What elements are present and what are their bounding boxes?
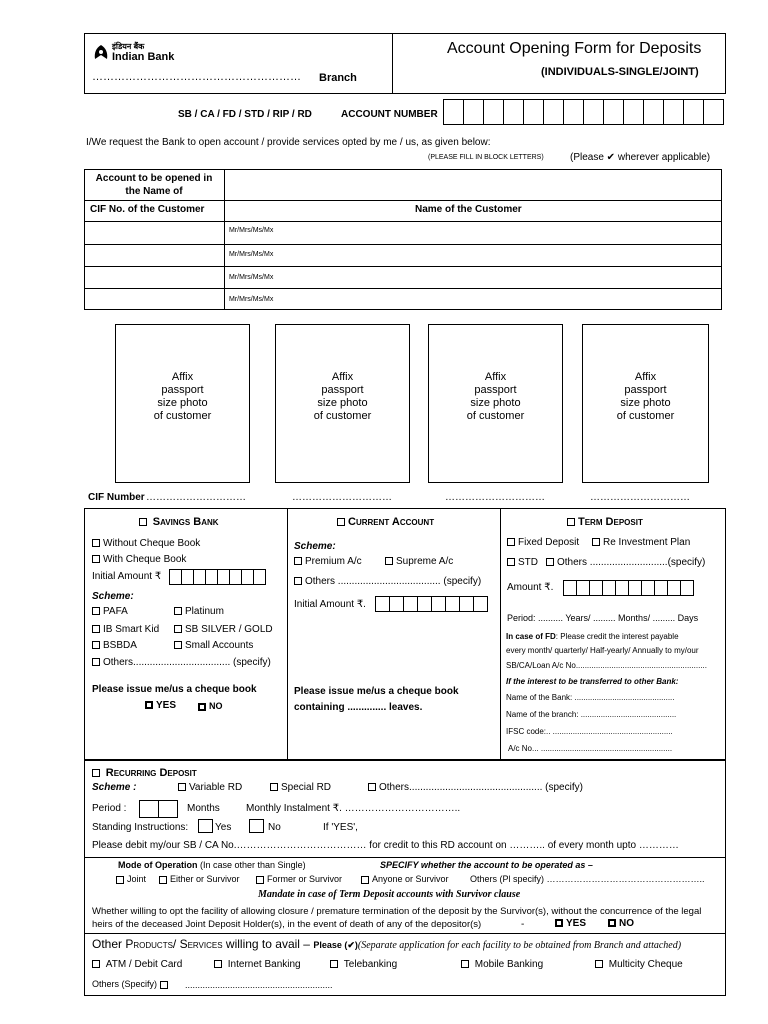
checkbox-icon[interactable]: [337, 518, 345, 526]
photo-line: passport: [321, 384, 364, 396]
savings-scheme-4: [174, 624, 273, 635]
cif-number-field-3[interactable]: …………………………: [445, 492, 545, 503]
salutation-2[interactable]: Mr/Mrs/Ms/Mx: [229, 251, 274, 258]
mandate-title: Mandate in case of Term Deposit accounts with Survivor clause: [258, 889, 521, 900]
term-transfer-heading: If the interest to be transferred to other Bank:: [506, 677, 679, 686]
term-ifsc-field[interactable]: IFSC code:.. ......................................................: [506, 727, 673, 736]
photo-line: Affix: [171, 371, 194, 383]
photo-line: of customer: [313, 410, 372, 422]
term-opt-1-label: Fixed Deposit: [518, 537, 580, 548]
salutation-3[interactable]: Mr/Mrs/Ms/Mx: [229, 274, 274, 281]
current-opt-1: [294, 556, 362, 567]
savings-scheme-5: [92, 640, 137, 651]
term-amount-boxes[interactable]: [564, 580, 694, 596]
term-opt-4-label: Others ............................(specify): [557, 557, 706, 568]
checkbox-icon[interactable]: [145, 701, 153, 709]
checkbox-icon[interactable]: [92, 555, 100, 563]
mandate-no: [608, 918, 634, 929]
current-opt-1-label: Premium A/c: [305, 556, 362, 567]
photo-line: size photo: [620, 397, 671, 409]
cif-number-field-4[interactable]: …………………………: [590, 492, 690, 503]
term-opt-2: [592, 537, 690, 548]
current-opt-2: [385, 556, 453, 567]
section-divider: [500, 508, 501, 760]
term-fd-text: : Please credit the interest payable: [555, 632, 679, 641]
cif-header: CIF No. of the Customer: [90, 204, 205, 215]
bank-name: Indian Bank: [112, 51, 175, 63]
term-period: Period: .......... Years/ ......... Months/ ......... Days: [507, 613, 699, 623]
standing-no-checkbox[interactable]: [249, 819, 264, 833]
savings-scheme-2-label: Platinum: [185, 606, 224, 617]
salutation-4[interactable]: Mr/Mrs/Ms/Mx: [229, 296, 274, 303]
checkbox-icon[interactable]: [92, 625, 100, 633]
recurring-monthly: Monthly Instalment ₹. ……………………………..: [246, 803, 461, 814]
checkbox-icon[interactable]: [507, 538, 515, 546]
current-cheque-question: Please issue me/us a cheque book: [294, 686, 459, 697]
product-others-label: Others (Specify): [92, 979, 158, 989]
current-opt-3-label: Others ..................................... (specify): [305, 576, 482, 587]
current-opt-3: [294, 576, 481, 587]
product-mobile: [461, 959, 543, 970]
checkbox-icon[interactable]: [555, 919, 563, 927]
checkbox-icon[interactable]: [330, 960, 338, 968]
cif-number-field-2[interactable]: …………………………: [292, 492, 392, 503]
checkbox-icon[interactable]: [116, 876, 124, 884]
name-header: Name of the Customer: [415, 204, 522, 215]
recurring-period-label: Period :: [92, 803, 127, 814]
fill-note-small: (PLEASE FILL IN BLOCK LETTERS): [428, 154, 544, 161]
photo-box-1[interactable]: [115, 324, 250, 483]
checkbox-icon[interactable]: [385, 557, 393, 565]
recurring-months: Months: [187, 803, 220, 814]
savings-scheme-7: [92, 657, 271, 668]
savings-scheme-6-label: Small Accounts: [185, 640, 254, 651]
products-title-bold: Products/ Services: [125, 937, 223, 951]
checkbox-icon[interactable]: [256, 876, 264, 884]
savings-scheme-5-label: BSBDA: [103, 640, 137, 651]
checkbox-icon[interactable]: [92, 539, 100, 547]
photo-line: size photo: [470, 397, 521, 409]
checkbox-icon[interactable]: [178, 783, 186, 791]
term-opt-3: [507, 557, 538, 568]
products-title-post: willing to avail –: [225, 937, 310, 951]
savings-opt-2: [92, 554, 186, 565]
operation-opt-3-label: Former or Survivor: [267, 874, 343, 884]
savings-scheme-6: [174, 640, 253, 651]
savings-title-text: Savings Bank: [152, 516, 219, 528]
savings-opt-1-label: Without Cheque Book: [103, 538, 201, 549]
photo-line: size photo: [157, 397, 208, 409]
recurring-opt-2-label: Special RD: [281, 782, 332, 793]
product-telebanking-label: Telebanking: [343, 959, 398, 970]
bank-name-hindi: इंडियन बैंक: [112, 42, 145, 51]
product-internet-label: Internet Banking: [227, 959, 301, 970]
mandate-text-2: heirs of the deceased Joint Deposit Holder(s), in the event of death of any of the depositor(s): [92, 919, 482, 930]
photo-line: size photo: [317, 397, 368, 409]
products-note: (Separate application for each facility to be obtained from Branch and attached): [357, 940, 682, 951]
operation-opt-5[interactable]: Others (Pl specify) ……………………………………………..: [470, 874, 705, 884]
operation-opt-2: [159, 874, 240, 884]
checkbox-icon[interactable]: [368, 783, 376, 791]
form-title: Account Opening Form for Deposits: [447, 40, 702, 57]
recurring-standing: Standing Instructions:: [92, 822, 189, 833]
products-title-pre: Other: [92, 937, 123, 951]
savings-amount-boxes[interactable]: [170, 569, 266, 585]
savings-cheque-yes: [145, 700, 176, 711]
recurring-title-text: Recurring Deposit: [105, 767, 197, 779]
recurring-yes: Yes: [215, 822, 232, 833]
checkbox-icon[interactable]: [507, 558, 515, 566]
checkbox-icon[interactable]: [214, 960, 222, 968]
section-divider: [287, 508, 288, 760]
recurring-period-boxes[interactable]: [140, 800, 178, 818]
checkbox-icon[interactable]: [294, 577, 302, 585]
recurring-opt-3-label: Others................................................ (specify): [379, 782, 583, 793]
photo-line: of customer: [466, 410, 525, 422]
photo-line: passport: [161, 384, 204, 396]
names-table-row: [84, 221, 722, 222]
recurring-opt-3: [368, 782, 583, 793]
term-title: [567, 516, 643, 528]
operation-opt-3: [256, 874, 342, 884]
recurring-scheme-label: Scheme :: [92, 782, 137, 793]
term-fd-line-2: every month/ quarterly/ Half-yearly/ Annually to my/our: [506, 646, 699, 655]
checkbox-icon[interactable]: [294, 557, 302, 565]
photo-box-3[interactable]: [428, 324, 563, 483]
term-bank-field[interactable]: Name of the Bank: .............................................: [506, 693, 675, 702]
account-number-boxes[interactable]: [444, 99, 724, 125]
checkbox-icon[interactable]: [546, 558, 554, 566]
products-title: [92, 937, 681, 951]
term-opt-2-label: Re Investment Plan: [603, 537, 691, 548]
term-branch-field[interactable]: Name of the branch: ...........................................: [506, 710, 677, 719]
savings-no-label: NO: [209, 701, 223, 711]
savings-yes-label: YES: [156, 700, 177, 711]
section-divider: [84, 857, 726, 858]
savings-opt-2-label: With Cheque Book: [103, 554, 187, 565]
mandate-no-label: NO: [619, 918, 634, 929]
recurring-title: [92, 767, 197, 779]
photo-line: Affix: [331, 371, 354, 383]
product-multicity: [595, 959, 683, 970]
operation-opt-2-label: Either or Survivor: [170, 874, 240, 884]
savings-scheme-2: [174, 606, 224, 617]
current-initial-amount: Initial Amount ₹.: [294, 599, 366, 610]
checkbox-icon[interactable]: [361, 876, 369, 884]
operation-title: [118, 860, 306, 870]
checkbox-icon[interactable]: [92, 658, 100, 666]
photo-line: of customer: [616, 410, 675, 422]
photo-line: passport: [624, 384, 667, 396]
checkbox-icon[interactable]: [198, 703, 206, 711]
product-atm: [92, 959, 182, 970]
branch-field[interactable]: …………………………………………………: [92, 71, 301, 83]
mandate-dash: -: [521, 919, 525, 930]
savings-scheme-4-label: SB SILVER / GOLD: [185, 624, 273, 635]
mandate-yes-label: YES: [566, 918, 587, 929]
recurring-no: No: [268, 822, 281, 833]
photo-box-4[interactable]: [582, 324, 709, 483]
checkbox-icon[interactable]: [174, 641, 182, 649]
term-fd-line-1: [506, 632, 679, 641]
savings-scheme-1-label: PAFA: [103, 606, 128, 617]
checkbox-icon[interactable]: [160, 981, 168, 989]
term-fd-bold: In case of FD: [506, 632, 556, 641]
current-amount-boxes[interactable]: [376, 596, 488, 612]
account-name-label: Account to be opened in the Name of: [95, 173, 213, 197]
names-table-row: [84, 288, 722, 289]
mandate-text-1: Whether willing to opt the facility of allowing closure / premature termination of the deposit by the Survivor(s), without the concurrence of the legal: [92, 906, 702, 917]
savings-scheme-3-label: IB Smart Kid: [103, 624, 160, 635]
fill-note: (Please ✔ wherever applicable): [570, 152, 711, 163]
savings-initial-amount: Initial Amount ₹: [92, 571, 162, 582]
recurring-opt-2: [270, 782, 331, 793]
savings-cheque-no: [198, 701, 223, 711]
standing-yes-checkbox[interactable]: [198, 819, 213, 833]
savings-scheme-label: Scheme:: [92, 591, 134, 602]
term-opt-4: [546, 557, 705, 568]
photo-line: Affix: [484, 371, 507, 383]
current-opt-2-label: Supreme A/c: [396, 556, 454, 567]
account-types: SB / CA / FD / STD / RIP / RD: [178, 109, 312, 120]
photo-line: Affix: [634, 371, 657, 383]
product-atm-label: ATM / Debit Card: [105, 959, 183, 970]
product-internet: [214, 959, 301, 970]
recurring-opt-1: [178, 782, 242, 793]
salutation-1[interactable]: Mr/Mrs/Ms/Mx: [229, 227, 274, 234]
term-opt-1: [507, 537, 579, 548]
term-fd-line-3: SB/CA/Loan A/c No...........................................................: [506, 661, 707, 670]
term-opt-3-label: STD: [518, 557, 538, 568]
checkbox-icon[interactable]: [92, 641, 100, 649]
checkbox-icon[interactable]: [139, 518, 147, 526]
photo-line: passport: [474, 384, 517, 396]
products-please: Please (✔): [313, 940, 358, 950]
checkbox-icon[interactable]: [92, 769, 100, 777]
names-table-row: [84, 244, 722, 245]
checkbox-icon[interactable]: [595, 960, 603, 968]
checkbox-icon[interactable]: [92, 960, 100, 968]
checkbox-icon[interactable]: [270, 783, 278, 791]
savings-opt-1: [92, 538, 200, 549]
cif-number-field-1[interactable]: …………………………: [146, 492, 246, 503]
operation-opt-4: [361, 874, 449, 884]
photo-line: of customer: [153, 410, 212, 422]
product-telebanking: [330, 959, 397, 970]
checkbox-icon[interactable]: [92, 607, 100, 615]
names-table-row: [84, 266, 722, 267]
product-multicity-label: Multicity Cheque: [608, 959, 683, 970]
current-cheque-leaves: containing .............. leaves.: [294, 702, 423, 713]
savings-title: [139, 516, 219, 528]
term-title-text: Term Deposit: [578, 516, 643, 528]
checkbox-icon[interactable]: [174, 625, 182, 633]
checkbox-icon[interactable]: [608, 919, 616, 927]
checkbox-icon[interactable]: [461, 960, 469, 968]
checkbox-icon[interactable]: [174, 607, 182, 615]
checkbox-icon[interactable]: [592, 538, 600, 546]
operation-title-note: (In case other than Single): [200, 860, 306, 870]
account-number-label: ACCOUNT NUMBER: [341, 109, 438, 120]
photo-box-2[interactable]: [275, 324, 410, 483]
current-title-text: Current Account: [348, 516, 435, 528]
operation-specify: SPECIFY whether the account to be operated as –: [380, 860, 593, 870]
mandate-yes: [555, 918, 586, 929]
section-divider: [84, 933, 726, 934]
operation-opt-1: [116, 874, 146, 884]
form-subtitle: (INDIVIDUALS-SINGLE/JOINT): [541, 66, 699, 78]
term-acno-field[interactable]: A/c No... ...........................................................: [508, 744, 673, 753]
product-others: [92, 979, 171, 989]
recurring-opt-1-label: Variable RD: [189, 782, 243, 793]
current-title: [337, 516, 434, 528]
operation-opt-4-label: Anyone or Survivor: [372, 874, 449, 884]
savings-scheme-1: [92, 606, 128, 617]
current-scheme-label: Scheme:: [294, 541, 336, 552]
request-text: I/We request the Bank to open account / provide services opted by me / us, as given below:: [86, 137, 491, 148]
term-amount-label: Amount ₹.: [507, 582, 554, 593]
cif-number-label: CIF Number: [88, 492, 145, 503]
operation-opt-1-label: Joint: [127, 874, 147, 884]
recurring-scheme-text: Scheme: [92, 782, 131, 793]
savings-scheme-7-label: Others................................... (specify): [103, 657, 271, 668]
recurring-ifyes: If 'YES',: [323, 822, 358, 833]
checkbox-icon[interactable]: [567, 518, 575, 526]
branch-label: Branch: [319, 72, 357, 84]
product-others-field[interactable]: ...........................................................: [185, 980, 333, 990]
header-divider: [392, 33, 393, 94]
product-mobile-label: Mobile Banking: [474, 959, 544, 970]
names-table-row: [84, 200, 722, 201]
recurring-debit: Please debit my/our SB / CA No.………………………………… for credit to this RD account on ……….. of every month upto …………: [92, 840, 679, 851]
bank-logo-icon: [92, 44, 110, 62]
savings-scheme-3: [92, 624, 159, 635]
savings-cheque-question: Please issue me/us a cheque book: [92, 684, 257, 695]
operation-title-text: Mode of Operation: [118, 860, 198, 870]
checkbox-icon[interactable]: [159, 876, 167, 884]
